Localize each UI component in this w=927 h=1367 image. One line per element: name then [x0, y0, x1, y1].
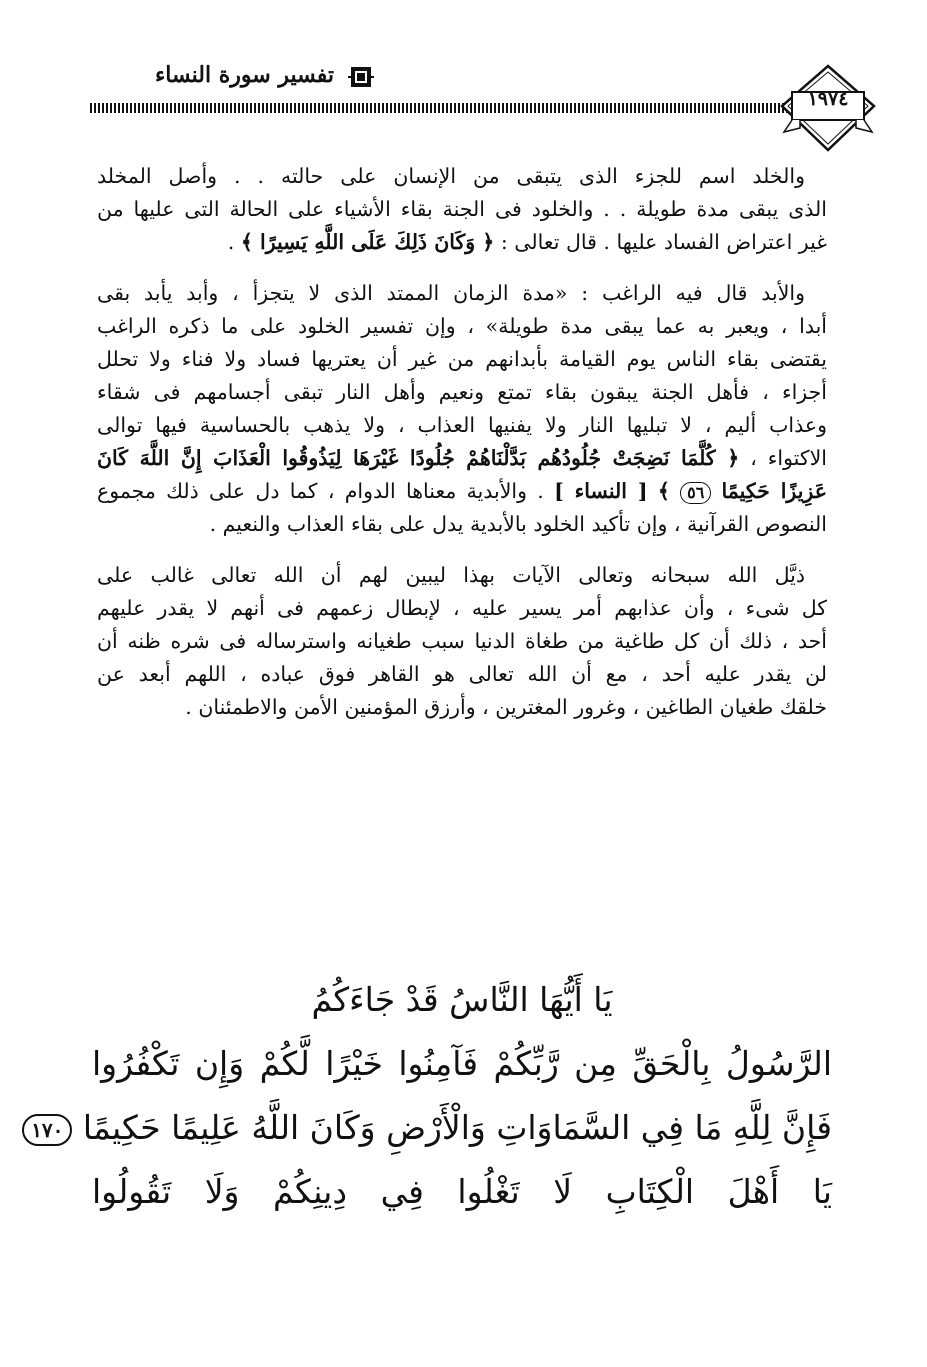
text-fragment: غير اعتراض الفساد عليها . قال تعالى :: [500, 230, 827, 254]
header-rule: [90, 103, 790, 113]
quran-quote-close: ﴾: [657, 479, 670, 503]
running-header-title: تفسير سورة النساء: [154, 62, 334, 88]
page-number: ١٩٧٤: [807, 88, 849, 110]
header-ornament-icon: [348, 64, 374, 90]
text-line: [97, 442, 827, 475]
text-line: والأبد قال فيه الراغب : «مدة الزمان الممتد الذى لا يتجزأ ، وأبد يأبد بقى: [97, 281, 805, 305]
text-line: كل شىء ، وأن عذابهم أمر يسير عليه ، لإبطال زعمهم فى أنهم لا يقدر عليهم: [97, 596, 827, 620]
text-line: [97, 226, 827, 259]
ayah-number-mark: ٥٦: [680, 482, 711, 504]
text-line: النصوص القرآنية ، وإن تأكيد الخلود بالأبدية يدل على بقاء العذاب والنعيم .: [209, 512, 827, 536]
text-line: خلقك طغيان الطاغين ، وغرور المغترين ، وأرزق المؤمنين الأمن والاطمئنان .: [185, 695, 827, 719]
ayah-number-mark: ١٧٠: [22, 1114, 72, 1146]
quran-quote: ﴿ وَكَانَ ذَلِكَ عَلَى اللَّهِ يَسِيرًا ﴾: [240, 230, 495, 254]
quran-quote: عَزِيزًا حَكِيمًا: [721, 479, 827, 503]
paragraph: [97, 559, 827, 724]
text-line: وعذاب أليم ، لا تبليها النار ولا يفنيها العذاب ، ولا يذهب بالحساسية فيها توالى: [97, 413, 827, 437]
verse-line: يَا أَيُّهَا النَّاسُ قَدْ جَاءَكُمُ: [311, 980, 613, 1019]
text-line: أجزاء ، فأهل الجنة يبقون بقاء تمتع ونعيم وأهل النار تبقى أجسامهم فى شقاء: [97, 380, 827, 404]
surah-reference: [ النساء ]: [554, 479, 648, 503]
text-line: الذى يبقى مدة طويلة . . والخلود فى الجنة بقاء الأشياء على الحالة التى عليها من: [97, 197, 827, 221]
quran-verse-block: [31, 968, 832, 1224]
text-fragment: .: [227, 230, 241, 254]
verse-fragment: فَإِنَّ لِلَّهِ مَا فِي السَّمَاوَاتِ وَالْأَرْضِ وَكَانَ اللَّهُ عَلِيمًا حَكِيمًا: [82, 1108, 832, 1147]
quran-quote: ﴿ كُلَّمَا نَضِجَتْ جُلُودُهُم بَدَّلْنَاهُمْ جُلُودًا غَيْرَهَا لِيَذُوقُوا الْعَذَابَ إِنَّ اللَّهَ كَانَ: [97, 446, 740, 470]
text-line: أحد ، ذلك أن كل طاغية من طغاة الدنيا سبب طغيانه واسترساله فى شره ظنه أن: [97, 629, 827, 653]
paragraph: [97, 160, 827, 259]
verse-line: يَا أَهْلَ الْكِتَابِ لَا تَغْلُوا فِي دِينِكُمْ وَلَا تَقُولُوا: [92, 1172, 832, 1211]
text-line: يقتضى بقاء الناس يوم القيامة بأبدانهم من غير أن يعتريها فساد ولا فناء ولا تحلل: [97, 347, 827, 371]
text-line: أبدا ، ويعبر به عما يبقى مدة طويلة» ، وإن تفسير الخلود على ما ذكره الراغب: [97, 314, 827, 338]
text-line: ذيَّل الله سبحانه وتعالى الآيات بهذا ليبين لهم أن الله تعالى غالب على: [97, 563, 805, 587]
verse-line: الرَّسُولُ بِالْحَقِّ مِن رَّبِّكُمْ فَآمِنُوا خَيْرًا لَّكُمْ وَإِن تَكْفُرُوا: [92, 1044, 832, 1083]
paragraph: [97, 277, 827, 541]
text-line: [97, 475, 827, 508]
text-fragment: الاكتواء ،: [750, 446, 827, 470]
verse-line: [31, 1096, 832, 1160]
text-fragment: . والأبدية معناها الدوام ، كما دل على ذلك مجموع: [97, 479, 544, 503]
commentary-text: [97, 160, 827, 724]
text-line: والخلد اسم للجزء الذى يتبقى من الإنسان على حالته . . وأصل المخلد: [97, 164, 805, 188]
text-line: لن يقدر عليه أحد ، مع أن الله تعالى هو القاهر فوق عباده ، اللهم أبعد عن: [97, 662, 827, 686]
